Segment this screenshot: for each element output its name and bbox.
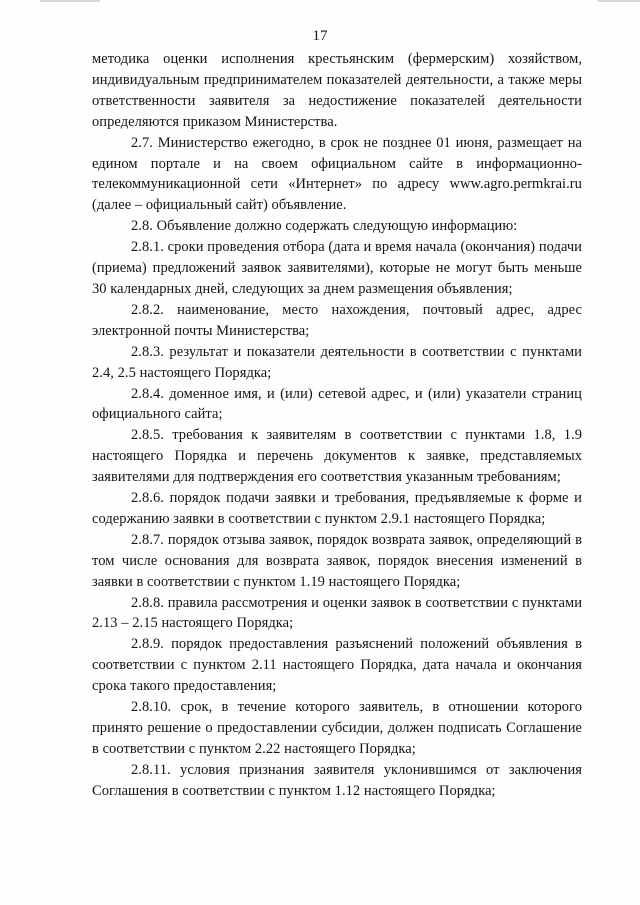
paragraph-2-8-4: 2.8.4. доменное имя, и (или) сетевой адрес, и (или) указатели страниц официального сайта; xyxy=(92,385,582,423)
paragraph-2-8-6: 2.8.6. порядок подачи заявки и требования, предъявляемые к форме и содержанию заявки в соответствии с пунктом 2.9.1 настоящего Порядка; xyxy=(92,490,582,527)
paragraph-2-8-8: 2.8.8. правила рассмотрения и оценки заявок в соответствии с пунктами 2.13 – 2.15 настоящего Порядка; xyxy=(92,594,582,632)
paragraph-methodology: методика оценки исполнения крестьянским (фермерским) хозяйством, индивидуальным предпринимателем показателей деятельности, а также меры ответственности заявителя за недостижение показателей деятельности определяются приказом Министерства. xyxy=(92,51,582,130)
paragraph-2-8-1: 2.8.1. сроки проведения отбора (дата и время начала (окончания) подачи (приема) предложений заявок заявителями), которые не могут быть меньше 30 календарных дней, следующих за днем размещения объявления; xyxy=(92,239,582,297)
paragraph-2-7: 2.7. Министерство ежегодно, в срок не позднее 01 июня, размещает на едином портале и на своем официальном сайте в информационно-телекоммуникационной сети «Интернет» по адресу www.agro.permkrai.ru (далее – официальный сайт) объявление. xyxy=(92,134,582,214)
paragraph-2-8: 2.8. Объявление должно содержать следующую информацию: xyxy=(131,218,518,235)
paragraph-2-8-11: 2.8.11. условия признания заявителя уклонившимся от заключения Соглашения в соответствии с пунктом 1.12 настоящего Порядка; xyxy=(92,761,582,799)
paragraph-2-8-10: 2.8.10. срок, в течение которого заявитель, в отношении которого принято решение о предоставлении субсидии, должен подписать Соглашение в соответствии с пунктом 2.22 настоящего Порядка; xyxy=(92,699,582,757)
scan-edge-mark xyxy=(598,0,640,2)
paragraph-2-8-7: 2.8.7. порядок отзыва заявок, порядок возврата заявок, определяющий в том числе основания для возврата заявок, порядок внесения изменений в заявки в соответствии с пунктом 1.19 настоящего Порядка; xyxy=(92,531,582,590)
paragraph-2-8-2: 2.8.2. наименование, место нахождения, почтовый адрес, адрес электронной почты Министерства; xyxy=(92,301,582,339)
paragraph-2-8-3: 2.8.3. результат и показатели деятельности в соответствии с пунктами 2.4, 2.5 настоящего Порядка; xyxy=(92,343,582,381)
paragraph-2-8-5: 2.8.5. требования к заявителям в соответствии с пунктами 1.8, 1.9 настоящего Порядка и перечень документов к заявке, представляемых заявителями для подтверждения его соответствия указанным требованиям; xyxy=(92,427,582,486)
paragraph-2-8-9: 2.8.9. порядок предоставления разъяснений положений объявления в соответствии с пунктом 2.11 настоящего Порядка, дата начала и окончания срока такого предоставления; xyxy=(92,636,582,695)
page-number: 17 xyxy=(312,28,328,44)
scan-edge-mark xyxy=(40,0,100,2)
document-body xyxy=(92,49,582,802)
